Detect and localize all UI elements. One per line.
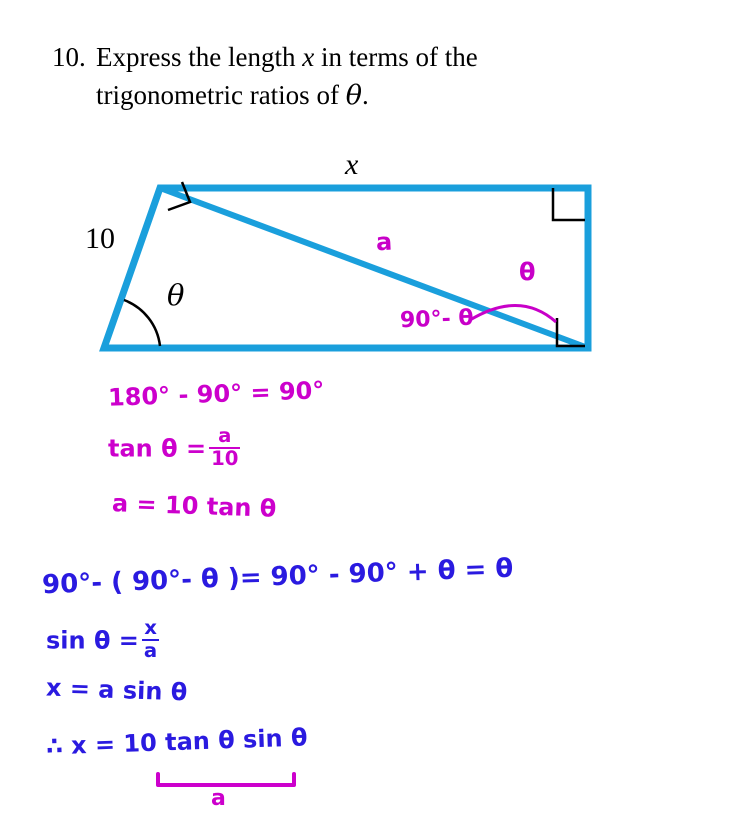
fraction-numerator: x bbox=[144, 616, 157, 639]
work-line-2-text: tan θ = bbox=[108, 434, 207, 463]
underbrace-label: a bbox=[211, 786, 226, 811]
problem-line-1: Express the length x in terms of the bbox=[96, 38, 696, 76]
work-line-6 bbox=[45, 673, 188, 707]
underbrace-marker bbox=[155, 772, 297, 788]
work-line-5 bbox=[46, 616, 162, 663]
work-line-5-text: sin θ = bbox=[46, 626, 139, 655]
problem-number: 10. bbox=[52, 42, 86, 72]
problem-text bbox=[96, 38, 692, 115]
work-line-6-text: x = a sin θ bbox=[45, 673, 188, 707]
fraction-numerator: a bbox=[218, 424, 232, 447]
angle-arc-theta bbox=[124, 300, 160, 346]
work-line-2 bbox=[108, 424, 243, 471]
work-line-4-text: 90°- ( 90°- θ )= 90° - 90° + θ = θ bbox=[41, 553, 514, 601]
fraction-x-over-a bbox=[142, 618, 159, 661]
work-line-1 bbox=[107, 376, 325, 412]
annotation-label-theta: θ bbox=[519, 258, 536, 286]
label-angle-theta: θ bbox=[167, 278, 185, 312]
fraction-a-over-10 bbox=[209, 426, 240, 469]
handwritten-solution bbox=[0, 370, 730, 834]
work-line-1-text: 180° - 90° = 90° bbox=[107, 376, 325, 412]
problem-statement bbox=[52, 38, 692, 115]
work-line-3-text: a = 10 tan θ bbox=[111, 489, 277, 523]
geometry-figure bbox=[0, 140, 730, 370]
work-line-7 bbox=[45, 723, 308, 761]
fraction-denominator: 10 bbox=[211, 446, 239, 470]
work-line-4 bbox=[41, 553, 514, 601]
problem-line-2: trigonometric ratios of θ. bbox=[96, 80, 369, 111]
annotation-label-complement: 90°- θ bbox=[399, 305, 474, 334]
work-line-7-text: ∴ x = 10 tan θ sin θ bbox=[45, 723, 308, 761]
problem-variable-x: x bbox=[302, 42, 315, 72]
annotation-label-a: a bbox=[375, 227, 393, 257]
problem-angle-theta: θ bbox=[345, 80, 362, 111]
label-side-10: 10 bbox=[85, 222, 115, 255]
fraction-denominator: a bbox=[143, 638, 158, 662]
label-side-x: x bbox=[345, 148, 359, 181]
right-angle-mark-topright bbox=[553, 188, 585, 220]
work-line-3 bbox=[111, 489, 277, 523]
